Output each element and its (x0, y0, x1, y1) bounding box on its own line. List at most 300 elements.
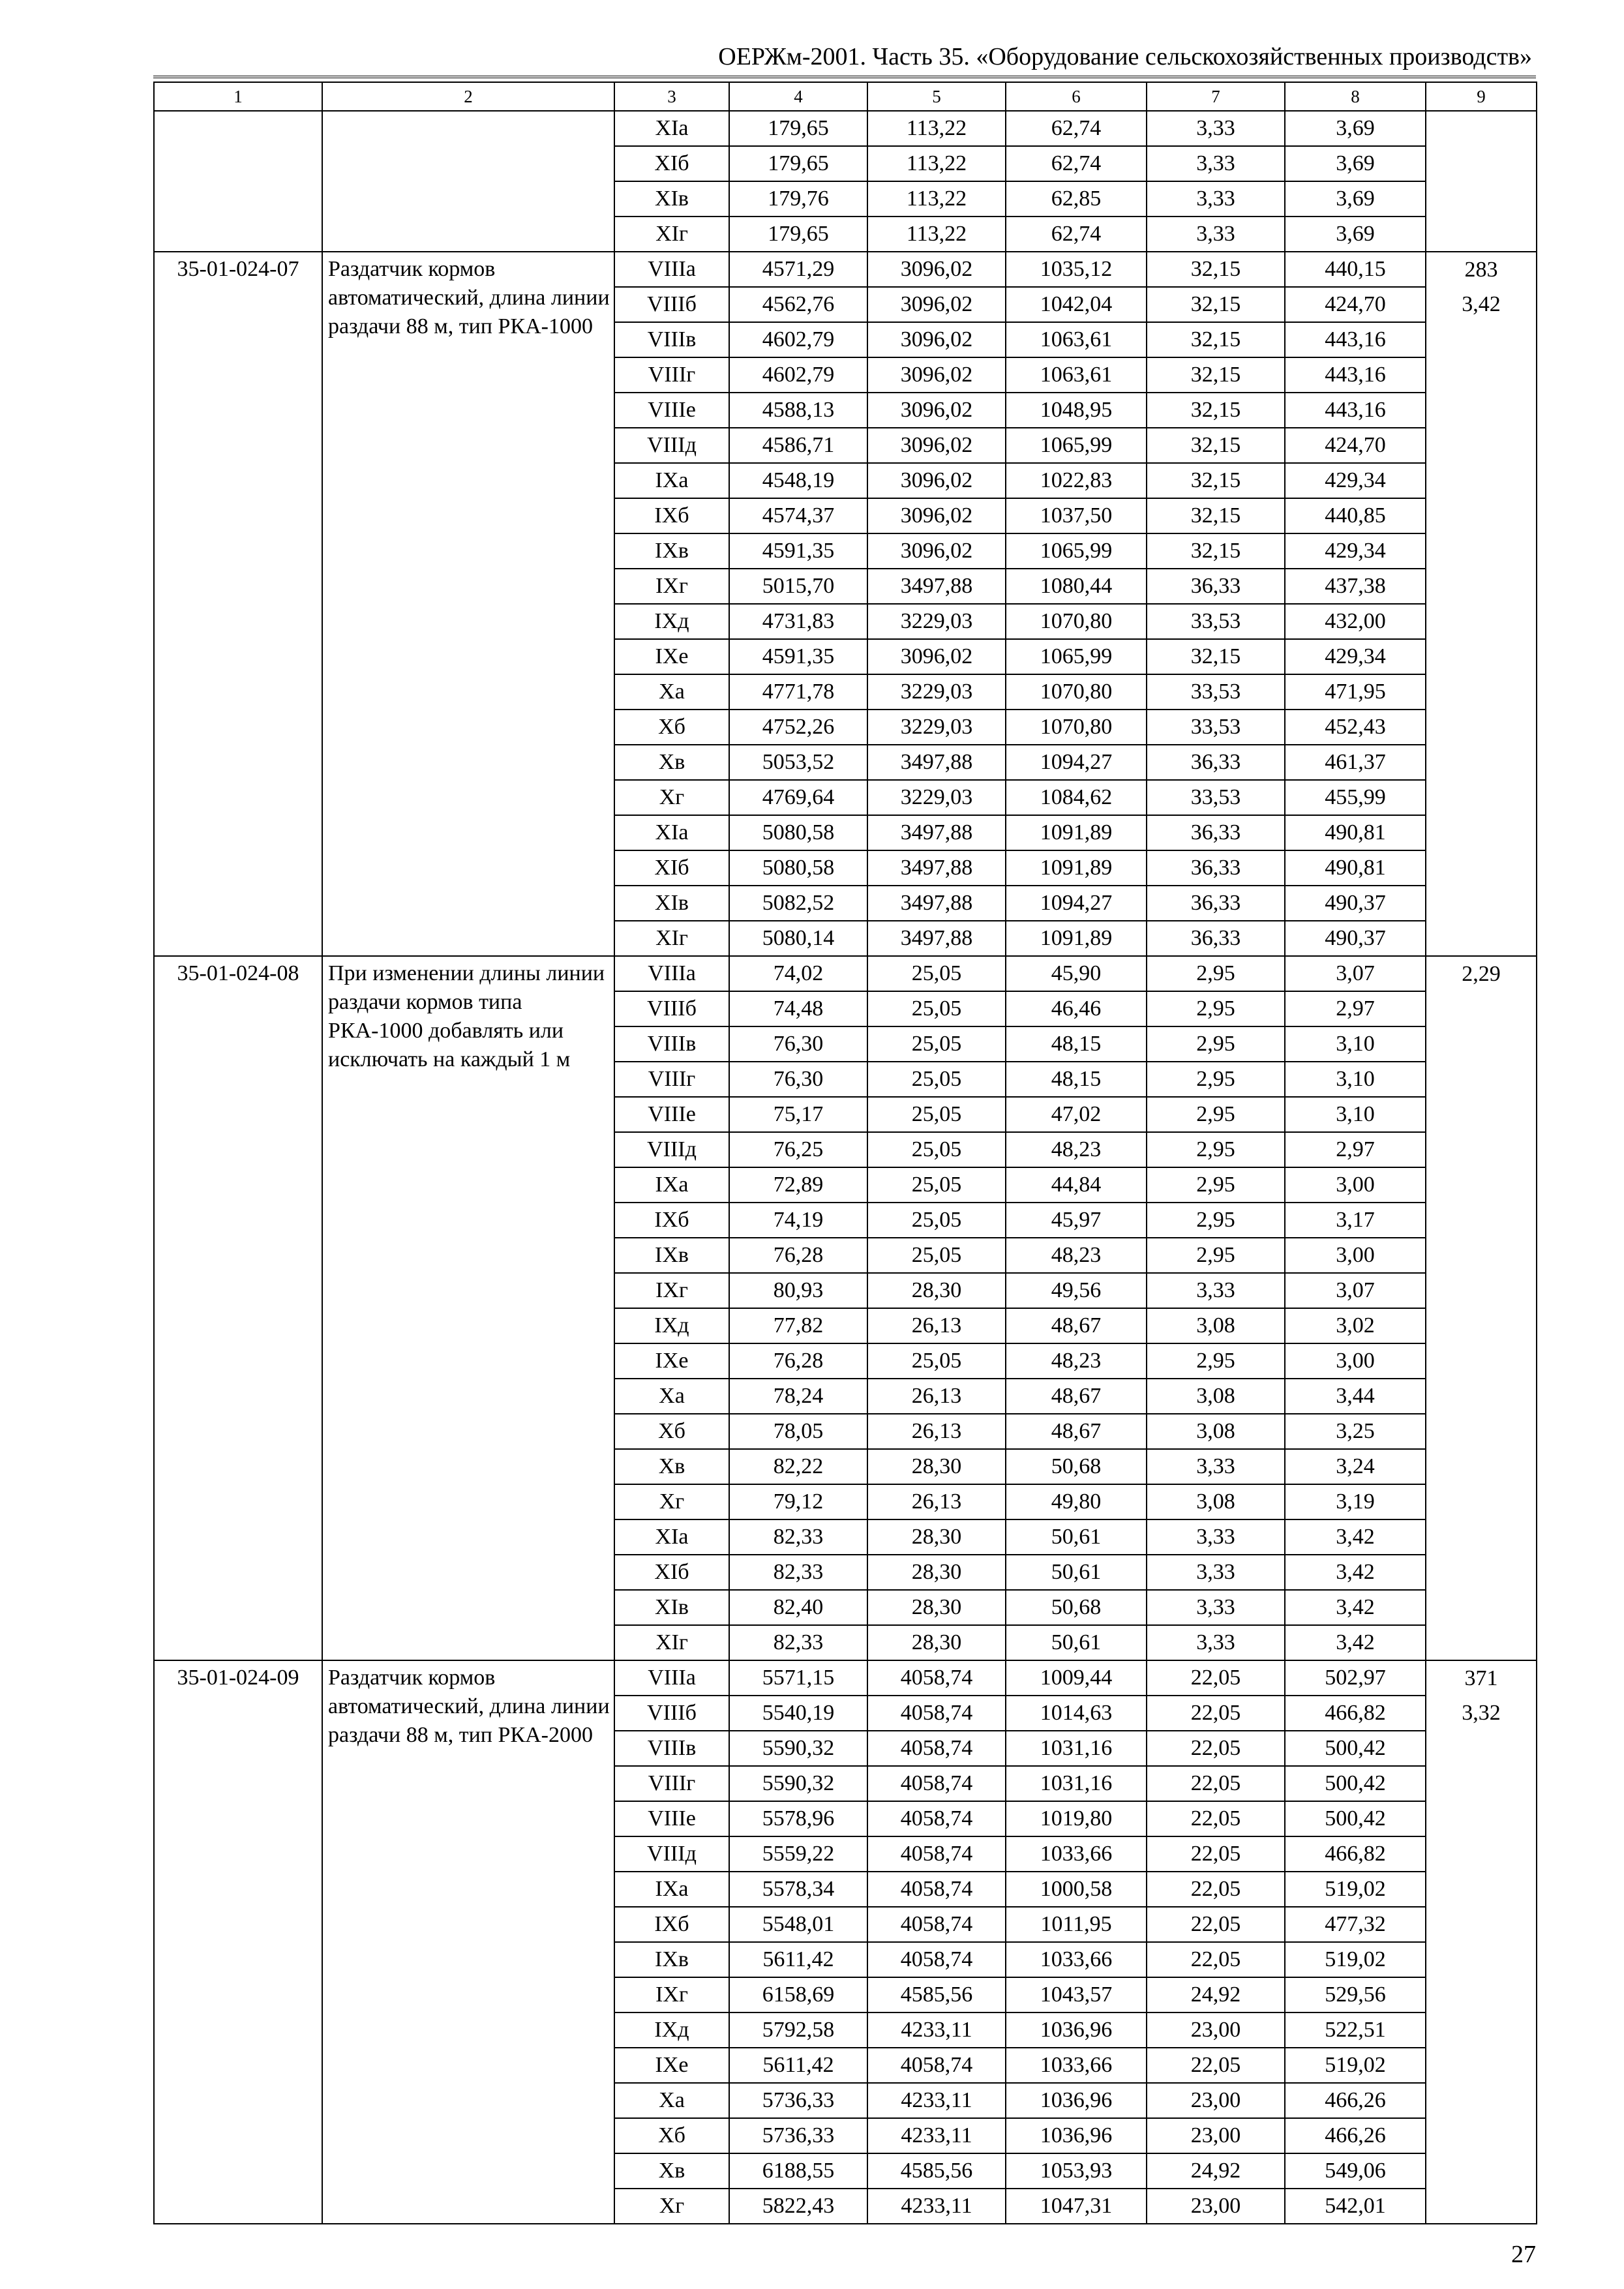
value-cell: 3,33 (1147, 181, 1285, 217)
value-cell: 5611,42 (729, 1942, 867, 1977)
value-cell: 1033,66 (1006, 1942, 1147, 1977)
value-cell: 4233,11 (867, 2083, 1006, 2118)
value-cell: 33,53 (1147, 604, 1285, 639)
value-cell: 4585,56 (867, 2153, 1006, 2189)
value-cell: 490,81 (1285, 850, 1426, 886)
zone-cell: XIв (614, 1590, 729, 1625)
value-cell: 4591,35 (729, 533, 867, 569)
value-cell: 49,56 (1006, 1273, 1147, 1308)
value-cell: 25,05 (867, 956, 1006, 991)
value-cell: 3,33 (1147, 1590, 1285, 1625)
rate-description: При изменении длины линии раздачи кормов типа РКА-1000 добавлять или исключать на каждый 1 м (322, 956, 614, 1660)
value-cell: 4769,64 (729, 780, 867, 815)
value-cell: 4562,76 (729, 287, 867, 322)
column-number: 2 (322, 82, 614, 111)
value-cell: 26,13 (867, 1308, 1006, 1343)
page-header: ОЕРЖм-2001. Часть 35. «Оборудование сельскохозяйственных производств» (153, 40, 1536, 78)
value-cell: 76,30 (729, 1062, 867, 1097)
value-cell: 519,02 (1285, 2048, 1426, 2083)
value-cell: 1047,31 (1006, 2189, 1147, 2224)
value-cell: 3,42 (1285, 1590, 1426, 1625)
value-cell: 3,19 (1285, 1484, 1426, 1519)
value-cell: 25,05 (867, 1343, 1006, 1379)
column-number: 3 (614, 82, 729, 111)
zone-cell: Xа (614, 1379, 729, 1414)
zone-cell: VIIIг (614, 357, 729, 393)
zone-cell: Xб (614, 2118, 729, 2153)
value-cell: 22,05 (1147, 1836, 1285, 1872)
zone-cell: IXг (614, 569, 729, 604)
rate-code: 35-01-024-07 (154, 252, 322, 956)
value-cell: 25,05 (867, 1167, 1006, 1203)
value-cell: 3497,88 (867, 745, 1006, 780)
value-cell: 461,37 (1285, 745, 1426, 780)
value-cell: 3096,02 (867, 252, 1006, 287)
value-cell: 3,69 (1285, 111, 1426, 146)
value-cell: 33,53 (1147, 780, 1285, 815)
value-cell: 466,82 (1285, 1696, 1426, 1731)
value-cell: 2,95 (1147, 991, 1285, 1026)
value-cell: 2,97 (1285, 1132, 1426, 1167)
zone-cell: XIг (614, 217, 729, 252)
value-cell: 1042,04 (1006, 287, 1147, 322)
value-cell: 1084,62 (1006, 780, 1147, 815)
zone-cell: Xв (614, 2153, 729, 2189)
value-cell: 3,08 (1147, 1484, 1285, 1519)
column-9-value: 283 (1464, 258, 1498, 282)
value-cell: 3,44 (1285, 1379, 1426, 1414)
value-cell: 22,05 (1147, 1942, 1285, 1977)
value-cell: 2,95 (1147, 1062, 1285, 1097)
value-cell: 2,95 (1147, 1132, 1285, 1167)
value-cell: 25,05 (867, 1203, 1006, 1238)
value-cell: 2,95 (1147, 1203, 1285, 1238)
zone-cell: Xг (614, 2189, 729, 2224)
value-cell: 28,30 (867, 1273, 1006, 1308)
value-cell: 6158,69 (729, 1977, 867, 2012)
value-cell: 1035,12 (1006, 252, 1147, 287)
value-cell: 2,95 (1147, 1167, 1285, 1203)
value-cell: 3,42 (1285, 1555, 1426, 1590)
value-cell: 429,34 (1285, 533, 1426, 569)
value-cell: 22,05 (1147, 1731, 1285, 1766)
value-cell: 5590,32 (729, 1766, 867, 1801)
value-cell: 5540,19 (729, 1696, 867, 1731)
value-cell: 4731,83 (729, 604, 867, 639)
value-cell: 5015,70 (729, 569, 867, 604)
zone-cell: VIIIе (614, 393, 729, 428)
value-cell: 1080,44 (1006, 569, 1147, 604)
value-cell: 3,10 (1285, 1026, 1426, 1062)
value-cell: 5082,52 (729, 886, 867, 921)
value-cell: 3096,02 (867, 463, 1006, 498)
value-cell: 4233,11 (867, 2012, 1006, 2048)
value-cell: 1094,27 (1006, 745, 1147, 780)
value-cell: 22,05 (1147, 1907, 1285, 1942)
table-row (154, 1660, 1537, 1696)
value-cell: 3,07 (1285, 1273, 1426, 1308)
value-cell: 3,69 (1285, 146, 1426, 181)
value-cell: 28,30 (867, 1449, 1006, 1484)
value-cell: 32,15 (1147, 498, 1285, 533)
value-cell: 429,34 (1285, 639, 1426, 674)
value-cell: 76,28 (729, 1343, 867, 1379)
value-cell: 62,74 (1006, 146, 1147, 181)
value-cell: 455,99 (1285, 780, 1426, 815)
value-cell: 3,07 (1285, 956, 1426, 991)
value-cell: 440,85 (1285, 498, 1426, 533)
value-cell: 4602,79 (729, 357, 867, 393)
value-cell: 1036,96 (1006, 2118, 1147, 2153)
value-cell: 3,10 (1285, 1062, 1426, 1097)
column-9-value: 371 (1464, 1666, 1498, 1690)
value-cell: 36,33 (1147, 886, 1285, 921)
value-cell: 5822,43 (729, 2189, 867, 2224)
zone-cell: VIIIд (614, 428, 729, 463)
value-cell: 466,26 (1285, 2118, 1426, 2153)
value-cell: 113,22 (867, 111, 1006, 146)
value-cell: 3,33 (1147, 111, 1285, 146)
column-9-cell (1426, 111, 1537, 252)
value-cell: 5792,58 (729, 2012, 867, 2048)
value-cell: 1091,89 (1006, 850, 1147, 886)
value-cell: 424,70 (1285, 428, 1426, 463)
zone-cell: VIIIв (614, 1731, 729, 1766)
value-cell: 179,65 (729, 146, 867, 181)
value-cell: 32,15 (1147, 322, 1285, 357)
value-cell: 522,51 (1285, 2012, 1426, 2048)
value-cell: 1063,61 (1006, 322, 1147, 357)
value-cell: 4058,74 (867, 2048, 1006, 2083)
value-cell: 2,95 (1147, 1097, 1285, 1132)
value-cell: 4058,74 (867, 1942, 1006, 1977)
value-cell: 5080,58 (729, 815, 867, 850)
value-cell: 22,05 (1147, 1660, 1285, 1696)
zone-cell: XIг (614, 1625, 729, 1660)
value-cell: 48,67 (1006, 1308, 1147, 1343)
value-cell: 440,15 (1285, 252, 1426, 287)
zone-cell: XIв (614, 886, 729, 921)
value-cell: 1070,80 (1006, 674, 1147, 710)
zone-cell: IXг (614, 1273, 729, 1308)
column-number: 5 (867, 82, 1006, 111)
column-number: 7 (1147, 82, 1285, 111)
value-cell: 1033,66 (1006, 2048, 1147, 2083)
zone-cell: IXа (614, 1872, 729, 1907)
value-cell: 3,33 (1147, 1625, 1285, 1660)
value-cell: 22,05 (1147, 1801, 1285, 1836)
value-cell: 2,95 (1147, 1238, 1285, 1273)
value-cell: 443,16 (1285, 357, 1426, 393)
value-cell: 32,15 (1147, 639, 1285, 674)
column-number: 6 (1006, 82, 1147, 111)
column-number: 9 (1426, 82, 1537, 111)
zone-cell: XIг (614, 921, 729, 956)
zone-cell: IXа (614, 463, 729, 498)
value-cell: 48,23 (1006, 1132, 1147, 1167)
zone-cell: VIIIв (614, 1026, 729, 1062)
value-cell: 3497,88 (867, 886, 1006, 921)
zone-cell: XIб (614, 1555, 729, 1590)
value-cell: 3229,03 (867, 674, 1006, 710)
value-cell: 466,26 (1285, 2083, 1426, 2118)
value-cell: 3497,88 (867, 850, 1006, 886)
table-row (154, 956, 1537, 991)
zone-cell: VIIIе (614, 1801, 729, 1836)
rate-code: 35-01-024-08 (154, 956, 322, 1660)
zone-cell: VIIIв (614, 322, 729, 357)
value-cell: 1019,80 (1006, 1801, 1147, 1836)
zone-cell: XIб (614, 850, 729, 886)
value-cell: 466,82 (1285, 1836, 1426, 1872)
zone-cell: IXв (614, 1238, 729, 1273)
zone-cell: XIа (614, 1519, 729, 1555)
table-row (154, 252, 1537, 287)
value-cell: 3096,02 (867, 357, 1006, 393)
value-cell: 429,34 (1285, 463, 1426, 498)
value-cell: 32,15 (1147, 428, 1285, 463)
value-cell: 4058,74 (867, 1766, 1006, 1801)
value-cell: 48,67 (1006, 1414, 1147, 1449)
value-cell: 490,37 (1285, 921, 1426, 956)
value-cell: 1000,58 (1006, 1872, 1147, 1907)
value-cell: 32,15 (1147, 357, 1285, 393)
zone-cell: Xв (614, 745, 729, 780)
value-cell: 519,02 (1285, 1942, 1426, 1977)
value-cell: 28,30 (867, 1555, 1006, 1590)
value-cell: 3096,02 (867, 287, 1006, 322)
value-cell: 432,00 (1285, 604, 1426, 639)
value-cell: 4058,74 (867, 1731, 1006, 1766)
value-cell: 50,68 (1006, 1449, 1147, 1484)
value-cell: 437,38 (1285, 569, 1426, 604)
value-cell: 5080,58 (729, 850, 867, 886)
value-cell: 3096,02 (867, 322, 1006, 357)
zone-cell: IXб (614, 1907, 729, 1942)
value-cell: 24,92 (1147, 2153, 1285, 2189)
value-cell: 1065,99 (1006, 428, 1147, 463)
zone-cell: Xа (614, 674, 729, 710)
zone-cell: Xб (614, 1414, 729, 1449)
zone-cell: VIIIб (614, 1696, 729, 1731)
value-cell: 4233,11 (867, 2189, 1006, 2224)
value-cell: 28,30 (867, 1519, 1006, 1555)
zone-cell: IXб (614, 1203, 729, 1238)
value-cell: 1070,80 (1006, 604, 1147, 639)
value-cell: 25,05 (867, 1238, 1006, 1273)
value-cell: 1063,61 (1006, 357, 1147, 393)
zone-cell: VIIIб (614, 991, 729, 1026)
zone-cell: VIIIд (614, 1132, 729, 1167)
value-cell: 48,23 (1006, 1343, 1147, 1379)
value-cell: 76,30 (729, 1026, 867, 1062)
value-cell: 542,01 (1285, 2189, 1426, 2224)
value-cell: 1043,57 (1006, 1977, 1147, 2012)
value-cell: 3,00 (1285, 1238, 1426, 1273)
column-9-value: 3,42 (1462, 292, 1501, 316)
value-cell: 1031,16 (1006, 1766, 1147, 1801)
zone-cell: XIб (614, 146, 729, 181)
zone-cell: IXд (614, 604, 729, 639)
value-cell: 32,15 (1147, 463, 1285, 498)
value-cell: 4752,26 (729, 710, 867, 745)
value-cell: 4058,74 (867, 1801, 1006, 1836)
value-cell: 500,42 (1285, 1766, 1426, 1801)
value-cell: 48,67 (1006, 1379, 1147, 1414)
value-cell: 50,68 (1006, 1590, 1147, 1625)
value-cell: 3,08 (1147, 1414, 1285, 1449)
value-cell: 4058,74 (867, 1872, 1006, 1907)
value-cell: 519,02 (1285, 1872, 1426, 1907)
value-cell: 74,02 (729, 956, 867, 991)
value-cell: 44,84 (1006, 1167, 1147, 1203)
value-cell: 36,33 (1147, 569, 1285, 604)
value-cell: 2,95 (1147, 1343, 1285, 1379)
value-cell: 1070,80 (1006, 710, 1147, 745)
value-cell: 22,05 (1147, 2048, 1285, 2083)
value-cell: 3497,88 (867, 815, 1006, 850)
value-cell: 23,00 (1147, 2189, 1285, 2224)
value-cell: 1009,44 (1006, 1660, 1147, 1696)
zone-cell: IXб (614, 498, 729, 533)
value-cell: 3,33 (1147, 1555, 1285, 1590)
value-cell: 3497,88 (867, 921, 1006, 956)
zone-cell: IXв (614, 533, 729, 569)
zone-cell: Xа (614, 2083, 729, 2118)
value-cell: 490,81 (1285, 815, 1426, 850)
value-cell: 32,15 (1147, 287, 1285, 322)
value-cell: 28,30 (867, 1590, 1006, 1625)
value-cell: 26,13 (867, 1484, 1006, 1519)
zone-cell: VIIIг (614, 1062, 729, 1097)
value-cell: 3096,02 (867, 639, 1006, 674)
value-cell: 1065,99 (1006, 533, 1147, 569)
value-cell: 179,65 (729, 217, 867, 252)
value-cell: 3,10 (1285, 1097, 1426, 1132)
rate-description: Раздатчик кормов автоматический, длина линии раздачи 88 м, тип РКА-1000 (322, 252, 614, 956)
value-cell: 1091,89 (1006, 815, 1147, 850)
value-cell: 5611,42 (729, 2048, 867, 2083)
value-cell: 23,00 (1147, 2118, 1285, 2153)
value-cell: 179,65 (729, 111, 867, 146)
page-number: 27 (1511, 2241, 1536, 2268)
value-cell: 50,61 (1006, 1625, 1147, 1660)
value-cell: 4588,13 (729, 393, 867, 428)
value-cell: 45,90 (1006, 956, 1147, 991)
column-9-value: 2,29 (1462, 962, 1501, 986)
zone-cell: VIIIб (614, 287, 729, 322)
value-cell: 529,56 (1285, 1977, 1426, 2012)
value-cell: 3096,02 (867, 533, 1006, 569)
value-cell: 62,74 (1006, 217, 1147, 252)
value-cell: 3,33 (1147, 217, 1285, 252)
value-cell: 5736,33 (729, 2118, 867, 2153)
value-cell: 78,05 (729, 1414, 867, 1449)
value-cell: 50,61 (1006, 1555, 1147, 1590)
value-cell: 46,46 (1006, 991, 1147, 1026)
value-cell: 5080,14 (729, 921, 867, 956)
value-cell: 2,95 (1147, 956, 1285, 991)
value-cell: 3,24 (1285, 1449, 1426, 1484)
column-number-row (154, 82, 1537, 111)
value-cell: 2,97 (1285, 991, 1426, 1026)
value-cell: 490,37 (1285, 886, 1426, 921)
value-cell: 3096,02 (867, 428, 1006, 463)
value-cell: 36,33 (1147, 850, 1285, 886)
zone-cell: VIIIа (614, 252, 729, 287)
value-cell: 3229,03 (867, 710, 1006, 745)
value-cell: 4058,74 (867, 1836, 1006, 1872)
value-cell: 25,05 (867, 1097, 1006, 1132)
zone-cell: IXе (614, 1343, 729, 1379)
value-cell: 443,16 (1285, 322, 1426, 357)
value-cell: 79,12 (729, 1484, 867, 1519)
zone-cell: Xг (614, 780, 729, 815)
value-cell: 1048,95 (1006, 393, 1147, 428)
zone-cell: IXа (614, 1167, 729, 1203)
value-cell: 22,05 (1147, 1766, 1285, 1801)
value-cell: 74,48 (729, 991, 867, 1026)
value-cell: 4591,35 (729, 639, 867, 674)
value-cell: 3,25 (1285, 1414, 1426, 1449)
value-cell: 72,89 (729, 1167, 867, 1203)
value-cell: 33,53 (1147, 710, 1285, 745)
value-cell: 80,93 (729, 1273, 867, 1308)
value-cell: 4058,74 (867, 1907, 1006, 1942)
value-cell: 3,69 (1285, 181, 1426, 217)
value-cell: 22,05 (1147, 1696, 1285, 1731)
value-cell: 76,25 (729, 1132, 867, 1167)
zone-cell: VIIIг (614, 1766, 729, 1801)
zone-cell: XIв (614, 181, 729, 217)
value-cell: 4058,74 (867, 1660, 1006, 1696)
value-cell: 24,92 (1147, 1977, 1285, 2012)
value-cell: 5590,32 (729, 1731, 867, 1766)
rates-table (153, 82, 1537, 2224)
table-row (154, 111, 1537, 146)
value-cell: 36,33 (1147, 815, 1285, 850)
column-9-cell (1426, 956, 1537, 1660)
value-cell: 3,69 (1285, 217, 1426, 252)
value-cell: 45,97 (1006, 1203, 1147, 1238)
value-cell: 1053,93 (1006, 2153, 1147, 2189)
value-cell: 500,42 (1285, 1801, 1426, 1836)
value-cell: 33,53 (1147, 674, 1285, 710)
value-cell: 82,33 (729, 1555, 867, 1590)
value-cell: 4233,11 (867, 2118, 1006, 2153)
value-cell: 1033,66 (1006, 1836, 1147, 1872)
value-cell: 3,33 (1147, 1449, 1285, 1484)
value-cell: 6188,55 (729, 2153, 867, 2189)
zone-cell: XIа (614, 111, 729, 146)
zone-cell: Xб (614, 710, 729, 745)
value-cell: 1037,50 (1006, 498, 1147, 533)
value-cell: 23,00 (1147, 2083, 1285, 2118)
zone-cell: IXг (614, 1977, 729, 2012)
value-cell: 4602,79 (729, 322, 867, 357)
value-cell: 5578,96 (729, 1801, 867, 1836)
value-cell: 477,32 (1285, 1907, 1426, 1942)
value-cell: 3,00 (1285, 1343, 1426, 1379)
value-cell: 1091,89 (1006, 921, 1147, 956)
zone-cell: IXв (614, 1942, 729, 1977)
value-cell: 3,33 (1147, 1273, 1285, 1308)
zone-cell: VIIIд (614, 1836, 729, 1872)
value-cell: 74,19 (729, 1203, 867, 1238)
zone-cell: Xг (614, 1484, 729, 1519)
value-cell: 3,33 (1147, 146, 1285, 181)
value-cell: 77,82 (729, 1308, 867, 1343)
